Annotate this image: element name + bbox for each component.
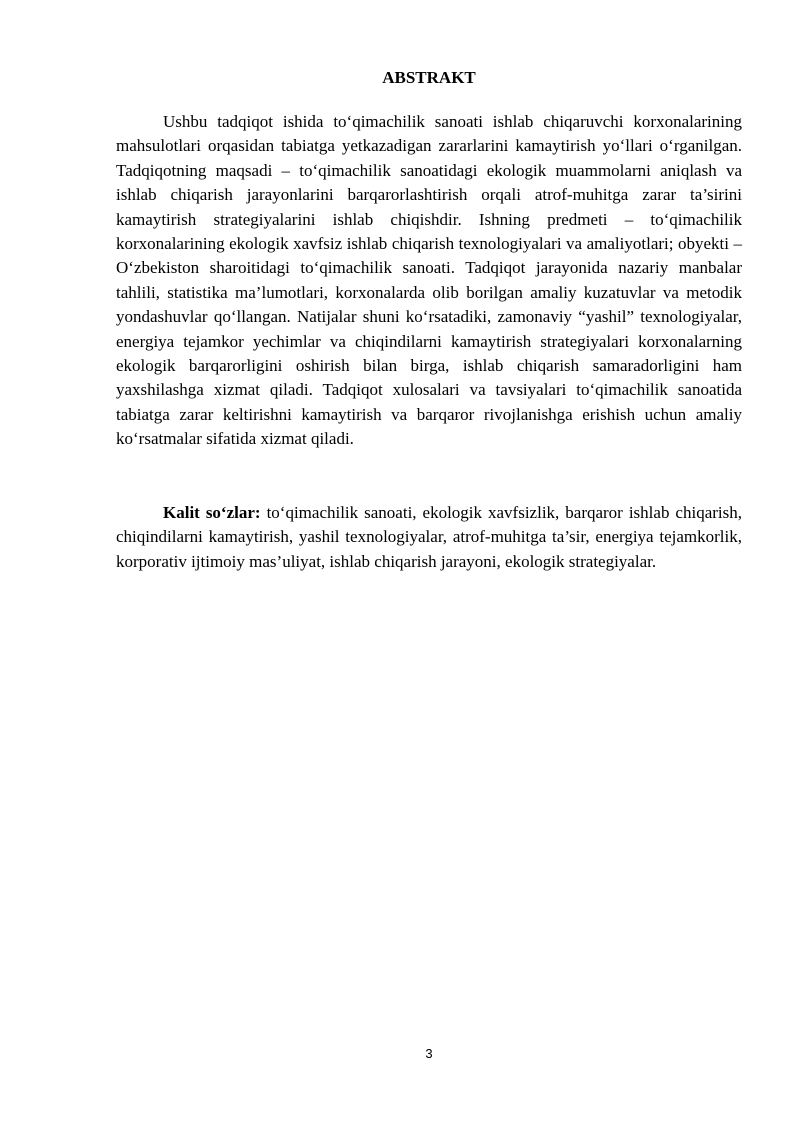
keywords-paragraph [116,501,742,574]
keywords-list: to‘qimachilik sanoati, ekologik xavfsizlik, barqaror ishlab chiqarish, chiqindilarni kamaytirish, yashil texnologiyalar, atrof-muhitga ta’sir, energiya tejamkorlik, korporativ ijtimoiy mas’uliyat, ishlab chiqarish jarayoni, ekologik strategiyalar. [116,503,742,571]
abstract-title: ABSTRAKT [382,68,476,87]
abstract-paragraph: Ushbu tadqiqot ishida to‘qimachilik sanoati ishlab chiqaruvchi korxonalarining mahsulotlari orqasidan tabiatga yetkazadigan zararlarini kamaytirish yo‘llari o‘rganilgan. Tadqiqotning maqsadi – to‘qimachilik sanoatidagi ekologik muammolarni aniqlash va ishlab chiqarish jarayonlarini barqarorlashtirish orqali atrof-muhitga zarar ta’sirini kamaytirish strategiyalarini ishlab chiqishdir. Ishning predmeti – to‘qimachilik korxonalarining ekologik xavfsiz ishlab chiqarish texnologiyalari va amaliyotlari; obyekti – O‘zbekiston sharoitidagi to‘qimachilik sanoati. Tadqiqot jarayonida nazariy manbalar tahlili, statistika ma’lumotlari, korxonalarda olib borilgan amaliy kuzatuvlar va metodik yondashuvlar qo‘llangan. Natijalar shuni ko‘rsatadiki, zamonaviy “yashil” texnologiyalar, energiya tejamkor yechimlar va chiqindilarni kamaytirish strategiyalari korxonalarning ekologik barqarorligini oshirish bilan birga, ishlab chiqarish samaradorligini ham yaxshilashga xizmat qiladi. Tadqiqot xulosalari va tavsiyalari to‘qimachilik sanoatida tabiatga zarar keltirishni kamaytirish va barqaror rivojlanishga erishish uchun amaliy ko‘rsatmalar sifatida xizmat qiladi. [116,112,742,449]
keywords-label: Kalit so‘zlar: [163,503,261,522]
page-number: 3 [425,1046,433,1061]
